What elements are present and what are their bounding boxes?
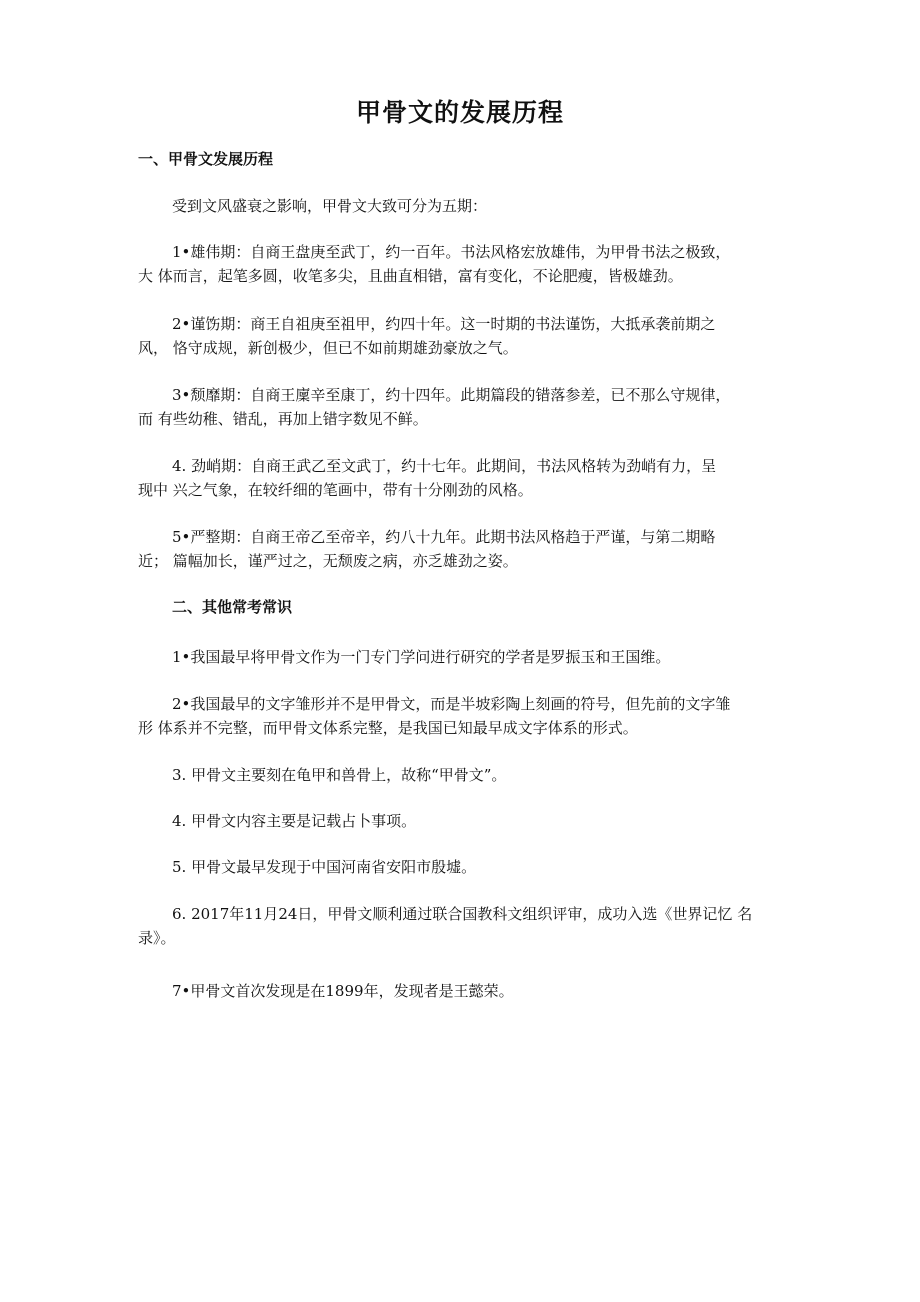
paragraph-line: 录》。 <box>138 929 176 947</box>
period-paragraph-4 <box>138 454 792 502</box>
paragraph-line: 形 体系并不完整，而甲骨文体系完整，是我国已知最早成文字体系的形式。 <box>138 719 638 737</box>
paragraph-line: 6. 2017年11月24日，甲骨文顺利通过联合国教科文组织评审，成功入选《世界记忆 名 <box>172 905 753 923</box>
fact-paragraph-4 <box>138 809 792 833</box>
section-intro-paragraph <box>138 194 792 218</box>
paragraph-line: 3•颓靡期：自商王廩辛至康丁，约十四年。此期篇段的错落参差，已不那么守规律， <box>172 386 731 404</box>
paragraph-line: 近； 篇幅加长，谨严过之，无颓废之病，亦乏雄劲之姿。 <box>138 552 518 570</box>
paragraph-line: 风， 恪守成规，新创极少，但已不如前期雄劲豪放之气。 <box>138 339 518 357</box>
paragraph-line: 7•甲骨文首次发现是在1899年，发现者是王懿荣。 <box>172 982 514 1000</box>
fact-paragraph-7 <box>138 979 792 1003</box>
paragraph-line: 而 有些幼稚、错乱，再加上错字数见不鲜。 <box>138 410 428 428</box>
paragraph-line: 现中 兴之气象，在较纤细的笔画中，带有十分刚劲的风格。 <box>138 481 533 499</box>
fact-paragraph-6 <box>138 902 792 950</box>
fact-paragraph-5 <box>138 855 792 879</box>
paragraph-line: 大 体而言，起笔多圆，收笔多尖，且曲直相错，富有变化，不论肥瘦，皆极雄劲。 <box>138 267 683 285</box>
paragraph-line: 3. 甲骨文主要刻在龟甲和兽骨上，故称“甲骨文”。 <box>172 766 507 784</box>
paragraph-line: 1•雄伟期：自商王盘庚至武丁，约一百年。书法风格宏放雄伟，为甲骨书法之极致， <box>172 243 731 261</box>
paragraph-line: 4. 甲骨文内容主要是记载占卜事项。 <box>172 812 417 830</box>
paragraph-line: 2•谨饬期：商王自祖庚至祖甲，约四十年。这一时期的书法谨饬，大抵承袭前期之 <box>172 315 716 333</box>
fact-paragraph-3 <box>138 763 792 787</box>
fact-paragraph-2 <box>138 692 792 740</box>
paragraph-line: 受到文风盛衰之影响，甲骨文大致可分为五期： <box>172 197 488 215</box>
period-paragraph-5 <box>138 525 792 573</box>
period-paragraph-3 <box>138 383 792 431</box>
section-heading-history: 一、甲骨文发展历程 <box>138 150 274 168</box>
period-paragraph-1 <box>138 240 792 288</box>
paragraph-line: 1•我国最早将甲骨文作为一门专门学问进行研究的学者是罗振玉和王国维。 <box>172 648 671 666</box>
period-paragraph-2 <box>138 312 792 360</box>
paragraph-line: 5•严整期：自商王帝乙至帝辛，约八十九年。此期书法风格趋于严谨，与第二期略 <box>172 528 716 546</box>
paragraph-line: 4. 劲峭期：自商王武乙至文武丁，约十七年。此期间，书法风格转为劲峭有力，呈 <box>172 457 717 475</box>
fact-paragraph-1 <box>138 645 792 669</box>
paragraph-line: 2•我国最早的文字雏形并不是甲骨文，而是半坡彩陶上刻画的符号，但先前的文字雏 <box>172 695 731 713</box>
page-title: 甲骨文的发展历程 <box>355 98 564 127</box>
paragraph-line: 5. 甲骨文最早发现于中国河南省安阳市殷墟。 <box>172 858 477 876</box>
section-heading-common-knowledge: 二、其他常考常识 <box>172 598 293 616</box>
